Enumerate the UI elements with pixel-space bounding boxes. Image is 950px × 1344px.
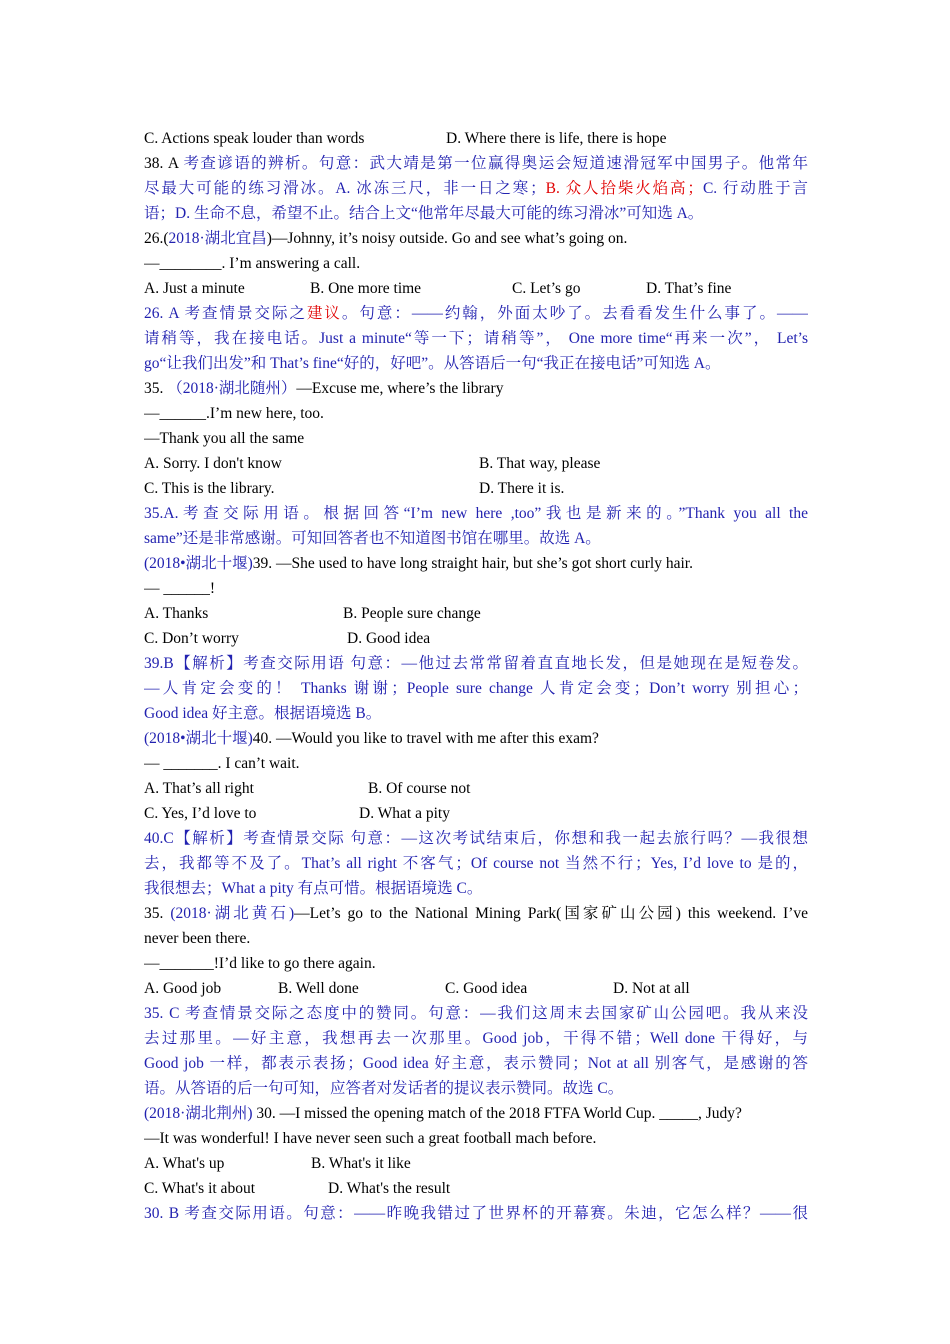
text-run: 40. —Would you like to travel with me after this exam?	[252, 730, 599, 747]
text-run: (2018·湖北荆州)	[144, 1105, 257, 1122]
text-run: 26. A 考查情景交际之	[144, 305, 307, 322]
text-run: B. 众人拾柴火焰高；	[545, 180, 703, 197]
text-line	[144, 251, 808, 276]
answer-option: D. Not at all	[613, 980, 690, 997]
text-line	[144, 276, 808, 301]
text-run: go“让我们出发”和 That’s fine“好的，好吧”。从答语后一句“我正在接电话”可知选 A。	[144, 355, 721, 372]
text-line	[144, 126, 808, 151]
text-run: 请稍等，我在接电话。Just a minute“等一下；请稍等”， One more time“再来一次”， Let’s	[144, 330, 808, 347]
text-run: 26.(	[144, 230, 169, 247]
text-line	[144, 701, 808, 726]
text-run: —Excuse me, where’s the library	[296, 380, 504, 397]
text-line	[144, 201, 808, 226]
text-run: 30. B 考查交际用语。句意：——昨晚我错过了世界杯的开幕赛。朱迪，它怎么样？——很	[144, 1205, 808, 1222]
text-run: 35.A.考查交际用语。根据回答“I’m new here ,too”我也是新来的。”Thank you all the	[144, 505, 808, 522]
text-line	[144, 401, 808, 426]
text-run: — _______. I can’t wait.	[144, 755, 300, 772]
text-line	[144, 601, 808, 626]
text-run: C. Yes, I’d love to	[144, 805, 257, 822]
text-line	[144, 826, 808, 851]
text-line	[144, 1076, 808, 1101]
text-run: C. This is the library.	[144, 480, 275, 497]
answer-option: B. One more time	[310, 280, 422, 297]
text-run: —________. I’m answering a call.	[144, 255, 361, 272]
text-run: —人肯定会变的！ Thanks 谢谢；People sure change 人肯定会变；Don’t worry 别担心；	[144, 680, 808, 697]
text-run: A. Sorry. I don't know	[144, 455, 282, 472]
text-line	[144, 1126, 808, 1151]
text-run: 35.	[144, 380, 168, 397]
text-line	[144, 1101, 808, 1126]
text-run: 语。从答语的后一句可知，应答者对发话者的提议表示赞同。故选 C。	[144, 1080, 624, 1097]
text-run: C. Don’t worry	[144, 630, 239, 647]
text-run: A. That’s all right	[144, 780, 254, 797]
text-line	[144, 476, 808, 501]
text-line	[144, 176, 808, 201]
text-line	[144, 651, 808, 676]
text-line	[144, 1001, 808, 1026]
text-run: (2018•湖北十堰)	[144, 555, 253, 572]
text-run: A. Thanks	[144, 605, 209, 622]
text-run: —Let’s go to the National Mining Park(国家矿山公园) this weekend. I’ve	[294, 905, 808, 922]
text-run: 考查谚语的辨析。句意：武大靖是第一位赢得奥运会短道速滑冠军中国男子。他常年	[183, 155, 808, 172]
text-run: (2018•湖北十堰)	[144, 730, 253, 747]
text-run: A. Just a minute	[144, 280, 245, 297]
text-run: —______.I’m new here, too.	[144, 405, 324, 422]
text-run: 2018·湖北宜昌	[168, 230, 267, 247]
text-line	[144, 326, 808, 351]
text-run: Good job 一样，都表示表扬；Good idea 好主意，表示赞同；Not at all 别客气，是感谢的答	[144, 1055, 808, 1072]
answer-option: D. What a pity	[359, 805, 450, 822]
text-run: (2018·湖北黄石)	[170, 905, 295, 922]
text-line	[144, 801, 808, 826]
text-line	[144, 226, 808, 251]
text-line	[144, 426, 808, 451]
answer-option: B. What's it like	[311, 1155, 411, 1172]
answer-option: D. Where there is life, there is hope	[446, 130, 667, 147]
text-run: Good idea 好主意。根据语境选 B。	[144, 705, 382, 722]
text-run: 39.B【解析】考查交际用语 句意：—他过去常常留着直直地长发，但是她现在是短卷发。	[144, 655, 808, 672]
text-run: 30. —I missed the opening match of the 2018 FTFA World Cup. _____, Judy?	[256, 1105, 742, 1122]
text-run: 语；D. 生命不息，希望不止。结合上文“他常年尽最大可能的练习滑冰”可知选 A。	[144, 205, 704, 222]
text-run: 40.C【解析】考查情景交际 句意：—这次考试结束后，你想和我一起去旅行吗？—我很想	[144, 830, 808, 847]
text-run: 我很想去；What a pity 有点可惜。根据语境选 C。	[144, 880, 483, 897]
text-line	[144, 1026, 808, 1051]
answer-option: B. Of course not	[368, 780, 471, 797]
text-line	[144, 751, 808, 776]
text-line	[144, 1051, 808, 1076]
text-run: 。句意：——约翰，外面太吵了。去看看发生什么事了。——	[341, 305, 808, 322]
answer-option: D. There it is.	[479, 480, 565, 497]
text-line	[144, 1151, 808, 1176]
text-line	[144, 376, 808, 401]
text-line	[144, 301, 808, 326]
answer-option: C. Let’s go	[512, 280, 581, 297]
text-run: C. 行动胜于言	[702, 180, 808, 197]
text-line	[144, 1176, 808, 1201]
answer-option: B. That way, please	[479, 455, 601, 472]
text-line	[144, 851, 808, 876]
text-line	[144, 901, 808, 926]
text-run: — ______!	[144, 580, 216, 597]
text-run: —_______!I’d like to go there again.	[144, 955, 376, 972]
text-run: —Thank you all the same	[144, 430, 305, 447]
text-line	[144, 576, 808, 601]
text-run: A. What's up	[144, 1155, 225, 1172]
text-line	[144, 351, 808, 376]
text-run: )—Johnny, it’s noisy outside. Go and see what’s going on.	[266, 230, 628, 247]
text-line	[144, 626, 808, 651]
text-line	[144, 526, 808, 551]
text-run: —It was wonderful! I have never seen such a great football mach before.	[144, 1130, 597, 1147]
text-line	[144, 726, 808, 751]
text-run: 35. C 考查情景交际之态度中的赞同。句意：—我们这周末去国家矿山公园吧。我从来没	[144, 1005, 808, 1022]
answer-option: C. Good idea	[445, 980, 528, 997]
text-line	[144, 776, 808, 801]
text-run: 建议	[306, 305, 342, 322]
answer-option: D. That’s fine	[646, 280, 732, 297]
text-line	[144, 676, 808, 701]
text-run: 35.	[144, 905, 171, 922]
text-run: 38. A	[144, 155, 184, 172]
text-run: C. What's it about	[144, 1180, 255, 1197]
text-run: 去过那里。—好主意，我想再去一次那里。Good job，干得不错；Well done 干得好，与	[144, 1030, 808, 1047]
text-line	[144, 551, 808, 576]
text-run: same”还是非常感谢。可知回答者也不知道图书馆在哪里。故选 A。	[144, 530, 601, 547]
text-line	[144, 501, 808, 526]
text-run: 39. —She used to have long straight hair, but she’s got short curly hair.	[252, 555, 693, 572]
text-line	[144, 926, 808, 951]
text-line	[144, 976, 808, 1001]
text-line	[144, 1201, 808, 1226]
text-line	[144, 876, 808, 901]
text-run: （2018·湖北随州）	[167, 380, 297, 397]
document-page	[144, 126, 808, 1226]
answer-option: D. What's the result	[328, 1180, 451, 1197]
text-run: 尽最大可能的练习滑冰。A. 冰冻三尺，非一日之寒；	[144, 180, 546, 197]
text-run: 去，我都等不及了。That’s all right 不客气；Of course not 当然不行；Yes, I’d love to 是的，	[144, 855, 808, 872]
answer-option: B. Well done	[278, 980, 359, 997]
text-run: never been there.	[144, 930, 251, 947]
answer-option: B. People sure change	[343, 605, 481, 622]
text-run: C. Actions speak louder than words	[144, 130, 365, 147]
text-run: A. Good job	[144, 980, 222, 997]
text-line	[144, 951, 808, 976]
text-line	[144, 451, 808, 476]
answer-option: D. Good idea	[347, 630, 431, 647]
text-line	[144, 151, 808, 176]
